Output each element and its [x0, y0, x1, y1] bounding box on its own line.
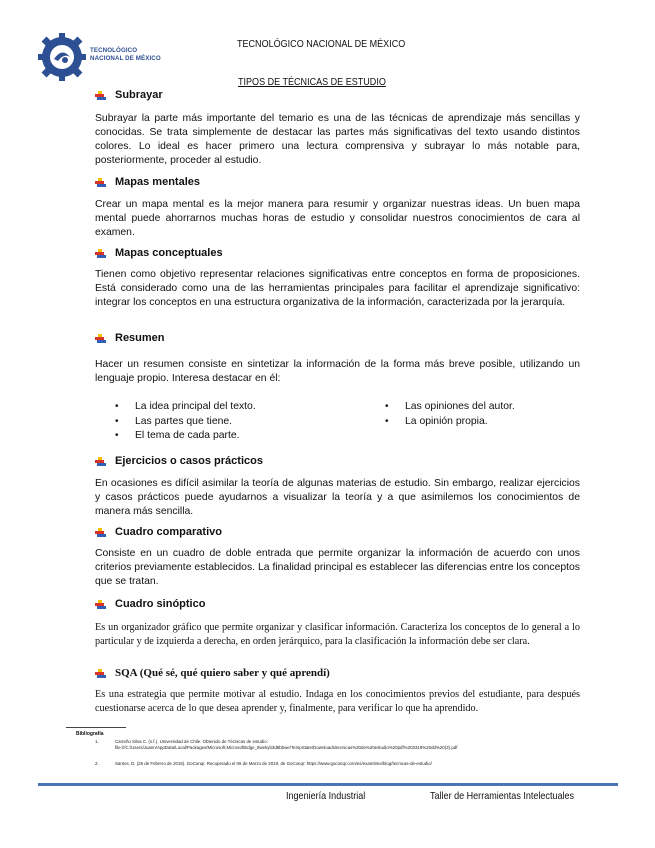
logo-text-line1: TECNOLÓGICO [90, 47, 138, 54]
resumen-list-right [385, 400, 515, 429]
section-text-cuadro-comparativo: Consiste en un cuadro de doble entrada que permite organizar la información de acuerdo con unos criterios previamente establecidos. La finalidad principal es establecer las diferencias entre los conceptos que se tratan. [95, 548, 580, 587]
section-text-resumen: Hacer un resumen consiste en sintetizar la información de la forma más breve posible, utilizando un lenguaje propio. Interesa destacar en él: [95, 359, 580, 384]
list-item: • Las partes que tiene. [115, 415, 256, 430]
bibliography-title: Bibliografía [76, 731, 104, 737]
tecnm-logo [38, 33, 164, 81]
colored-bullet-icon [95, 91, 107, 100]
reference-number: 1. [95, 739, 99, 744]
colored-bullet-icon [95, 457, 107, 466]
list-item: • Las opiniones del autor. [385, 400, 515, 415]
resumen-list-left [115, 400, 256, 444]
section-heading-subrayar [95, 89, 163, 101]
section-text-ejercicios: En ocasiones es difícil asimilar la teoría de algunas materias de estudio. Sin embargo, realizar ejercicios y casos prácticos puede ayudarnos a visualizar la teoría y a que asimilemos los conocimientos de manera más sencilla. [95, 478, 580, 517]
section-text-subrayar: Subrayar la parte más importante del temario es una de las técnicas de aprendizaje más sencillas y conocidas. Se trata simplemente de destacar las partes más significativas del texto usando distintos colores. Lo ideal es hacer primero una lectura comprensiva y subrayar lo más notable para, posteriormente, proceder al estudio. [95, 113, 580, 166]
section-title: Ejercicios o casos prácticos [115, 455, 263, 467]
institution-name: TECNOLÓGICO NACIONAL DE MÉXICO [237, 38, 406, 50]
reference-link[interactable]: file:///C:/Users/Juann/AppData/Local/Packages/Microsoft.MicrosoftEdge_8wekyb3d8bbwe/TempState/Downloads/tecnicas%20de%20estudio%20pdf%203318%20dd%20(2).pdf [115, 745, 458, 750]
footer-career: Ingeniería Industrial [286, 790, 366, 802]
section-title: Cuadro comparativo [115, 526, 222, 538]
colored-bullet-icon [95, 249, 107, 258]
list-item: • El tema de cada parte. [115, 429, 256, 444]
section-title: Subrayar [115, 89, 163, 101]
colored-bullet-icon [95, 669, 107, 678]
section-text-sqa: Es una estrategia que permite motivar al estudio. Indaga en los conocimientos previos del estudiante, para después cuestionarse acerca de lo que desea aprender y, finalmente, para verificar lo que ha aprendido. [95, 689, 580, 714]
document-title: TIPOS DE TÉCNICAS DE ESTUDIO [238, 76, 386, 88]
reference-text[interactable]: Santos, D. (26 de Febrero de 2015). GoConqr. Recuperado el 06 de Marzo de 2019, de GoConqr: https://www.goconqr.com/es/examtime/blog/tecnicas-de-estudio/ [115, 761, 432, 766]
list-item: • La opinión propia. [385, 415, 515, 430]
colored-bullet-icon [95, 178, 107, 187]
logo-text-line2: NACIONAL DE MÉXICO [90, 55, 161, 62]
section-title: Mapas mentales [115, 176, 200, 188]
colored-bullet-icon [95, 334, 107, 343]
gear-logo-icon [38, 33, 88, 81]
section-heading-resumen [95, 332, 165, 344]
section-title: Mapas conceptuales [115, 247, 223, 259]
section-title: Resumen [115, 332, 165, 344]
section-heading-cuadro-sinoptico [95, 598, 205, 610]
section-title: SQA (Qué sé, qué quiero saber y qué aprendí) [115, 667, 330, 679]
section-heading-mapas-mentales [95, 176, 200, 188]
section-heading-cuadro-comparativo [95, 526, 222, 538]
section-title: Cuadro sinóptico [115, 598, 206, 610]
section-text-cuadro-sinoptico: Es un organizador gráfico que permite organizar y clasificar información. Caracteriza los conceptos de lo general a lo particular y de izquierda a derecha, en orden jerárquico, para la clasificación la información debe ser clara. [95, 622, 580, 647]
section-text-mapas-conceptuales: Tienen como objetivo representar relaciones significativas entre conceptos en forma de proposiciones. Está considerado como una de las herramientas principales para facilitar el aprendizaje significativo: integrar los conceptos en una estructura organizativa de la información, caracterizada por la jerarquía. [95, 269, 580, 308]
list-item: • La idea principal del texto. [115, 400, 256, 415]
footer-divider [38, 783, 618, 786]
colored-bullet-icon [95, 528, 107, 537]
reference-number: 2. [95, 761, 99, 766]
colored-bullet-icon [95, 600, 107, 609]
bibliography-divider [66, 727, 126, 728]
reference-text: Carreño Silva C. (s.f.). Universidad de Chile. Obtenido de Técnicas de estudio: [115, 739, 268, 744]
section-heading-sqa [95, 667, 330, 679]
section-heading-ejercicios [95, 455, 263, 467]
footer-course: Taller de Herramientas Intelectuales [430, 790, 575, 802]
section-text-mapas-mentales: Crear un mapa mental es la mejor manera para resumir y organizar nuestras ideas. Un buen mapa mental puede ahorrarnos muchas horas de estudio y consolidar nuestros conocimientos de cara al examen. [95, 199, 580, 238]
section-heading-mapas-conceptuales [95, 247, 223, 259]
